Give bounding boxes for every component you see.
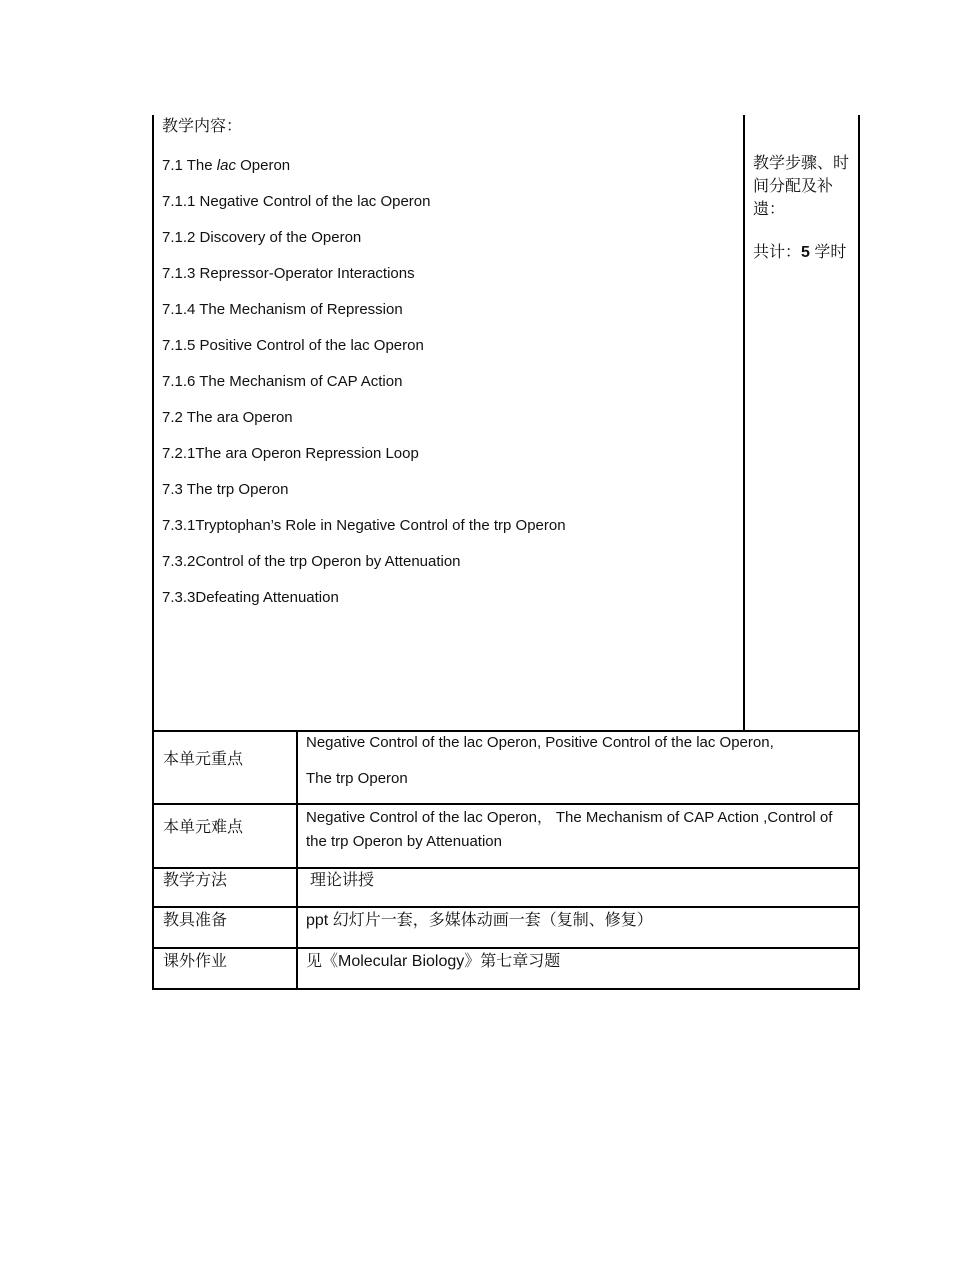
tools-label: 教具准备	[163, 912, 228, 929]
key-points-line-2: The trp Operon	[306, 770, 408, 787]
row-divider-3	[152, 867, 860, 869]
content-item-em: lac	[216, 157, 236, 174]
total-prefix: 共计：	[753, 244, 802, 261]
difficulties-value: Negative Control of the lac Operon， The Mechanism of CAP Action ,Control of the trp Operon by Attenuation	[306, 809, 833, 850]
content-item: 7.1.4 The Mechanism of Repression	[162, 301, 403, 318]
tools-value: ppt 幻灯片一套，多媒体动画一套（复制、修复）	[306, 912, 653, 929]
total-suffix: 学时	[814, 244, 847, 261]
content-item: 7.2 The ara Operon	[162, 409, 293, 426]
content-item: 7.3.2Control of the trp Operon by Attenuation	[162, 553, 461, 570]
row-divider-2	[152, 803, 860, 805]
content-item: 7.1.3 Repressor-Operator Interactions	[162, 265, 415, 282]
homework-value: 见《Molecular Biology》第七章习题	[306, 953, 561, 970]
row-divider-4	[152, 906, 860, 908]
row-divider-5	[152, 947, 860, 949]
content-item-prefix: 7.1 The	[162, 157, 217, 174]
row-divider-1	[152, 730, 860, 732]
key-points-label: 本单元重点	[163, 751, 244, 768]
homework-label: 课外作业	[163, 953, 228, 970]
content-item: 7.3 The trp Operon	[162, 481, 289, 498]
total-hours	[753, 241, 853, 265]
content-item: 7.3.1Tryptophan’s Role in Negative Control of the trp Operon	[162, 517, 566, 534]
table-border-left	[152, 115, 154, 990]
table-border-bottom	[152, 988, 860, 990]
content-item: 7.1.5 Positive Control of the lac Operon	[162, 337, 424, 354]
content-item: 7.1.1 Negative Control of the lac Operon	[162, 193, 431, 210]
content-item: 7.2.1The ara Operon Repression Loop	[162, 445, 419, 462]
label-value-divider	[296, 730, 298, 990]
table-border-right	[858, 115, 860, 990]
content-item: 7.1.6 The Mechanism of CAP Action	[162, 373, 403, 390]
content-item-7-1	[162, 156, 290, 176]
method-value: 理论讲授	[310, 872, 375, 889]
method-label: 教学方法	[163, 872, 228, 889]
content-item-suffix: Operon	[235, 157, 291, 174]
content-item: 7.1.2 Discovery of the Operon	[162, 229, 362, 246]
content-item: 7.3.3Defeating Attenuation	[162, 589, 339, 606]
total-hours-value: 5	[801, 244, 810, 261]
key-points-line-1: Negative Control of the lac Operon, Positive Control of the lac Operon,	[306, 734, 774, 751]
content-title: 教学内容：	[162, 118, 243, 135]
teaching-steps-label: 教学步骤、时间分配及补遗：	[753, 155, 850, 218]
content-side-divider	[743, 115, 745, 731]
difficulties-label: 本单元难点	[163, 819, 244, 836]
